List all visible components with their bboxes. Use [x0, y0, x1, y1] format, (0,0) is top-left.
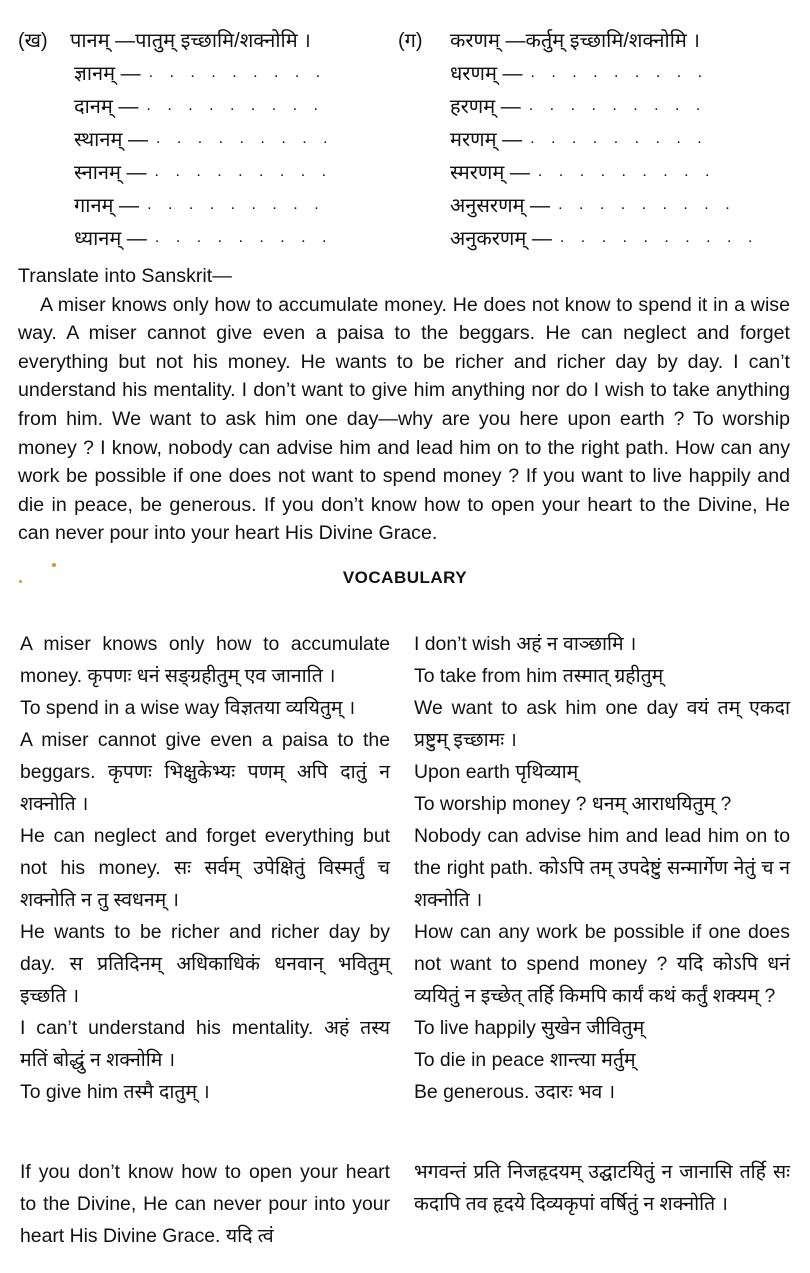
vocab-entry: I don’t wish अहं न वाञ्छामि ।: [414, 633, 637, 655]
vocab-entry: A miser knows only how to accumulate money. कृपणः धनं सङ्ग्रहीतुम् एव जानाति ।: [20, 633, 390, 687]
blank-dots: . . . . . . . . .: [530, 129, 708, 147]
vocab-entry: He wants to be richer and richer day by day. स प्रतिदिनम् अधिकाधिकं धनवान् भवितुम् इच्छति ।: [20, 921, 390, 1007]
vocab-entry: To die in peace शान्त्या मर्तुम्: [414, 1049, 636, 1071]
exercise-g: [398, 22, 793, 254]
vocab-entry: How can any work be possible if one does not want to spend money ? यदि कोऽपि धनं व्ययितुं न इच्छेत् तर्हि किमपि कार्यं कथं कर्तुं शक्यम् ?: [414, 921, 790, 1007]
blank-dots: . . . . . . . . .: [154, 228, 333, 246]
exercise-word: दानम् —: [74, 96, 139, 118]
exercise-g-label: (ग): [398, 29, 423, 52]
exercise-g-row: [398, 122, 793, 155]
blank-dots: . . . . . . . . .: [558, 195, 736, 213]
exercise-g-row: [398, 221, 793, 254]
blank-dots: . . . . . . . . .: [146, 96, 324, 114]
blank-dots: . . . . . . . . .: [528, 96, 707, 114]
exercise-word: मरणम् —: [450, 129, 523, 151]
exercise-b-label: (ख): [18, 29, 48, 52]
vocab-entry: I can’t understand his mentality. अहं तस्य मतिं बोद्धुं न शक्नोमि ।: [20, 1017, 390, 1071]
exercise-b-row: [18, 89, 388, 122]
exercise-word: अनुकरणम् —: [450, 228, 552, 250]
vocab-entry: Nobody can advise him and lead him on to the right path. कोऽपि तम् उपदेष्टुं सन्मार्गेण नेतुं च न शक्नोति ।: [414, 825, 790, 911]
vocab-entry: To give him तस्मै दातुम् ।: [20, 1081, 210, 1103]
exercise-b-row: [18, 155, 388, 188]
exercise-b-header: [18, 22, 388, 56]
blank-dots: . . . . . . . . .: [155, 129, 334, 147]
exercise-g-row: [398, 56, 793, 89]
exercise-b-row: [18, 122, 388, 155]
exercise-word: हरणम् —: [450, 96, 521, 118]
exercise-b-row: [18, 221, 388, 254]
vocab-entry: If you don’t know how to open your heart to the Divine, He can never pour into your heart His Divine Grace. यदि त्वं: [20, 1161, 390, 1247]
exercise-word: अनुसरणम् —: [450, 195, 551, 217]
blank-dots: . . . . . . . . .: [530, 63, 709, 81]
exercise-word: स्थानम् —: [74, 129, 148, 151]
vocab-entry: To take from him तस्मात् ग्रहीतुम्: [414, 665, 664, 687]
print-speck: [52, 563, 56, 567]
exercise-b-row: [18, 188, 388, 221]
exercise-word: ध्यानम् —: [74, 228, 147, 250]
vocab-entry: भगवन्तं प्रति निजहृदयम् उद्घाटयितुं न जानासि तर्हि सः कदापि तव हृदये दिव्यकृपां वर्षितुं न शक्नोति ।: [414, 1161, 790, 1215]
exercise-word: धरणम् —: [450, 63, 523, 85]
exercise-g-heading: करणम् —कर्तुम् इच्छामि/शक्नोमि ।: [450, 29, 700, 52]
exercise-b: [18, 22, 388, 254]
vocabulary-title: VOCABULARY: [342, 568, 468, 587]
translation-paragraph: A miser knows only how to accumulate money. He does not know to spend it in a wise way. A miser cannot give even a paisa to the beggars. He can neglect and forget everything but not his money. He wants to be richer and richer day by day. I can’t understand his mentality. I don’t want to give him anything nor do I wish to take anything from him. We want to ask him one day—why are you here upon earth ? To worship money ? I know, nobody can advise him and lead him on to the right path. How can any work be possible if one does not want to spend money ? If you want to live happily and die in peace, be generous. If you don’t know how to open your heart to the Divine, He can never pour into your heart His Divine Grace.: [18, 293, 790, 545]
vocabulary-left-column: [20, 628, 390, 1108]
vocabulary-bottom-right: [414, 1156, 790, 1220]
vocab-entry: Upon earth पृथिव्याम्: [414, 761, 579, 783]
translation-section: [18, 262, 790, 548]
blank-dots: . . . . . . . . .: [148, 63, 327, 81]
vocab-entry: To live happily सुखेन जीवितुम्: [414, 1017, 645, 1039]
vocab-entry: We want to ask him one day वयं तम् एकदा प्रष्टुम् इच्छामः ।: [414, 697, 790, 751]
exercise-b-row: [18, 56, 388, 89]
exercise-g-header: [398, 22, 793, 56]
blank-dots: . . . . . . . . .: [537, 162, 716, 180]
translation-heading: Translate into Sanskrit—: [18, 265, 232, 287]
blank-dots: . . . . . . . . .: [154, 162, 333, 180]
exercise-word: स्नानम् —: [74, 162, 147, 184]
exercise-g-row: [398, 188, 793, 221]
vocab-entry: To worship money ? धनम् आराधयितुम् ?: [414, 793, 732, 815]
vocabulary-right-column: [414, 628, 790, 1108]
exercise-b-heading: पानम् —पातुम् इच्छामि/शक्नोमि ।: [70, 29, 311, 52]
blank-dots: . . . . . . . . .: [147, 195, 325, 213]
vocab-entry: He can neglect and forget everything but not his money. सः सर्वम् उपेक्षितुं विस्मर्तुं च शक्नोति न तु स्वधनम् ।: [20, 825, 390, 911]
vocab-entry: Be generous. उदारः भव ।: [414, 1081, 616, 1103]
exercise-word: ज्ञानम् —: [74, 63, 141, 85]
exercise-word: गानम् —: [74, 195, 140, 217]
exercise-word: स्मरणम् —: [450, 162, 530, 184]
exercise-g-row: [398, 89, 793, 122]
vocab-entry: A miser cannot give even a paisa to the beggars. कृपणः भिक्षुकेभ्यः पणम् अपि दातुं न शक्नोति ।: [20, 729, 390, 815]
vocabulary-bottom-left: [20, 1156, 390, 1252]
vocab-entry: To spend in a wise way विज्ञतया व्ययितुम् ।: [20, 697, 356, 719]
blank-dots: . . . . . . . . . .: [559, 228, 759, 246]
exercise-g-row: [398, 155, 793, 188]
